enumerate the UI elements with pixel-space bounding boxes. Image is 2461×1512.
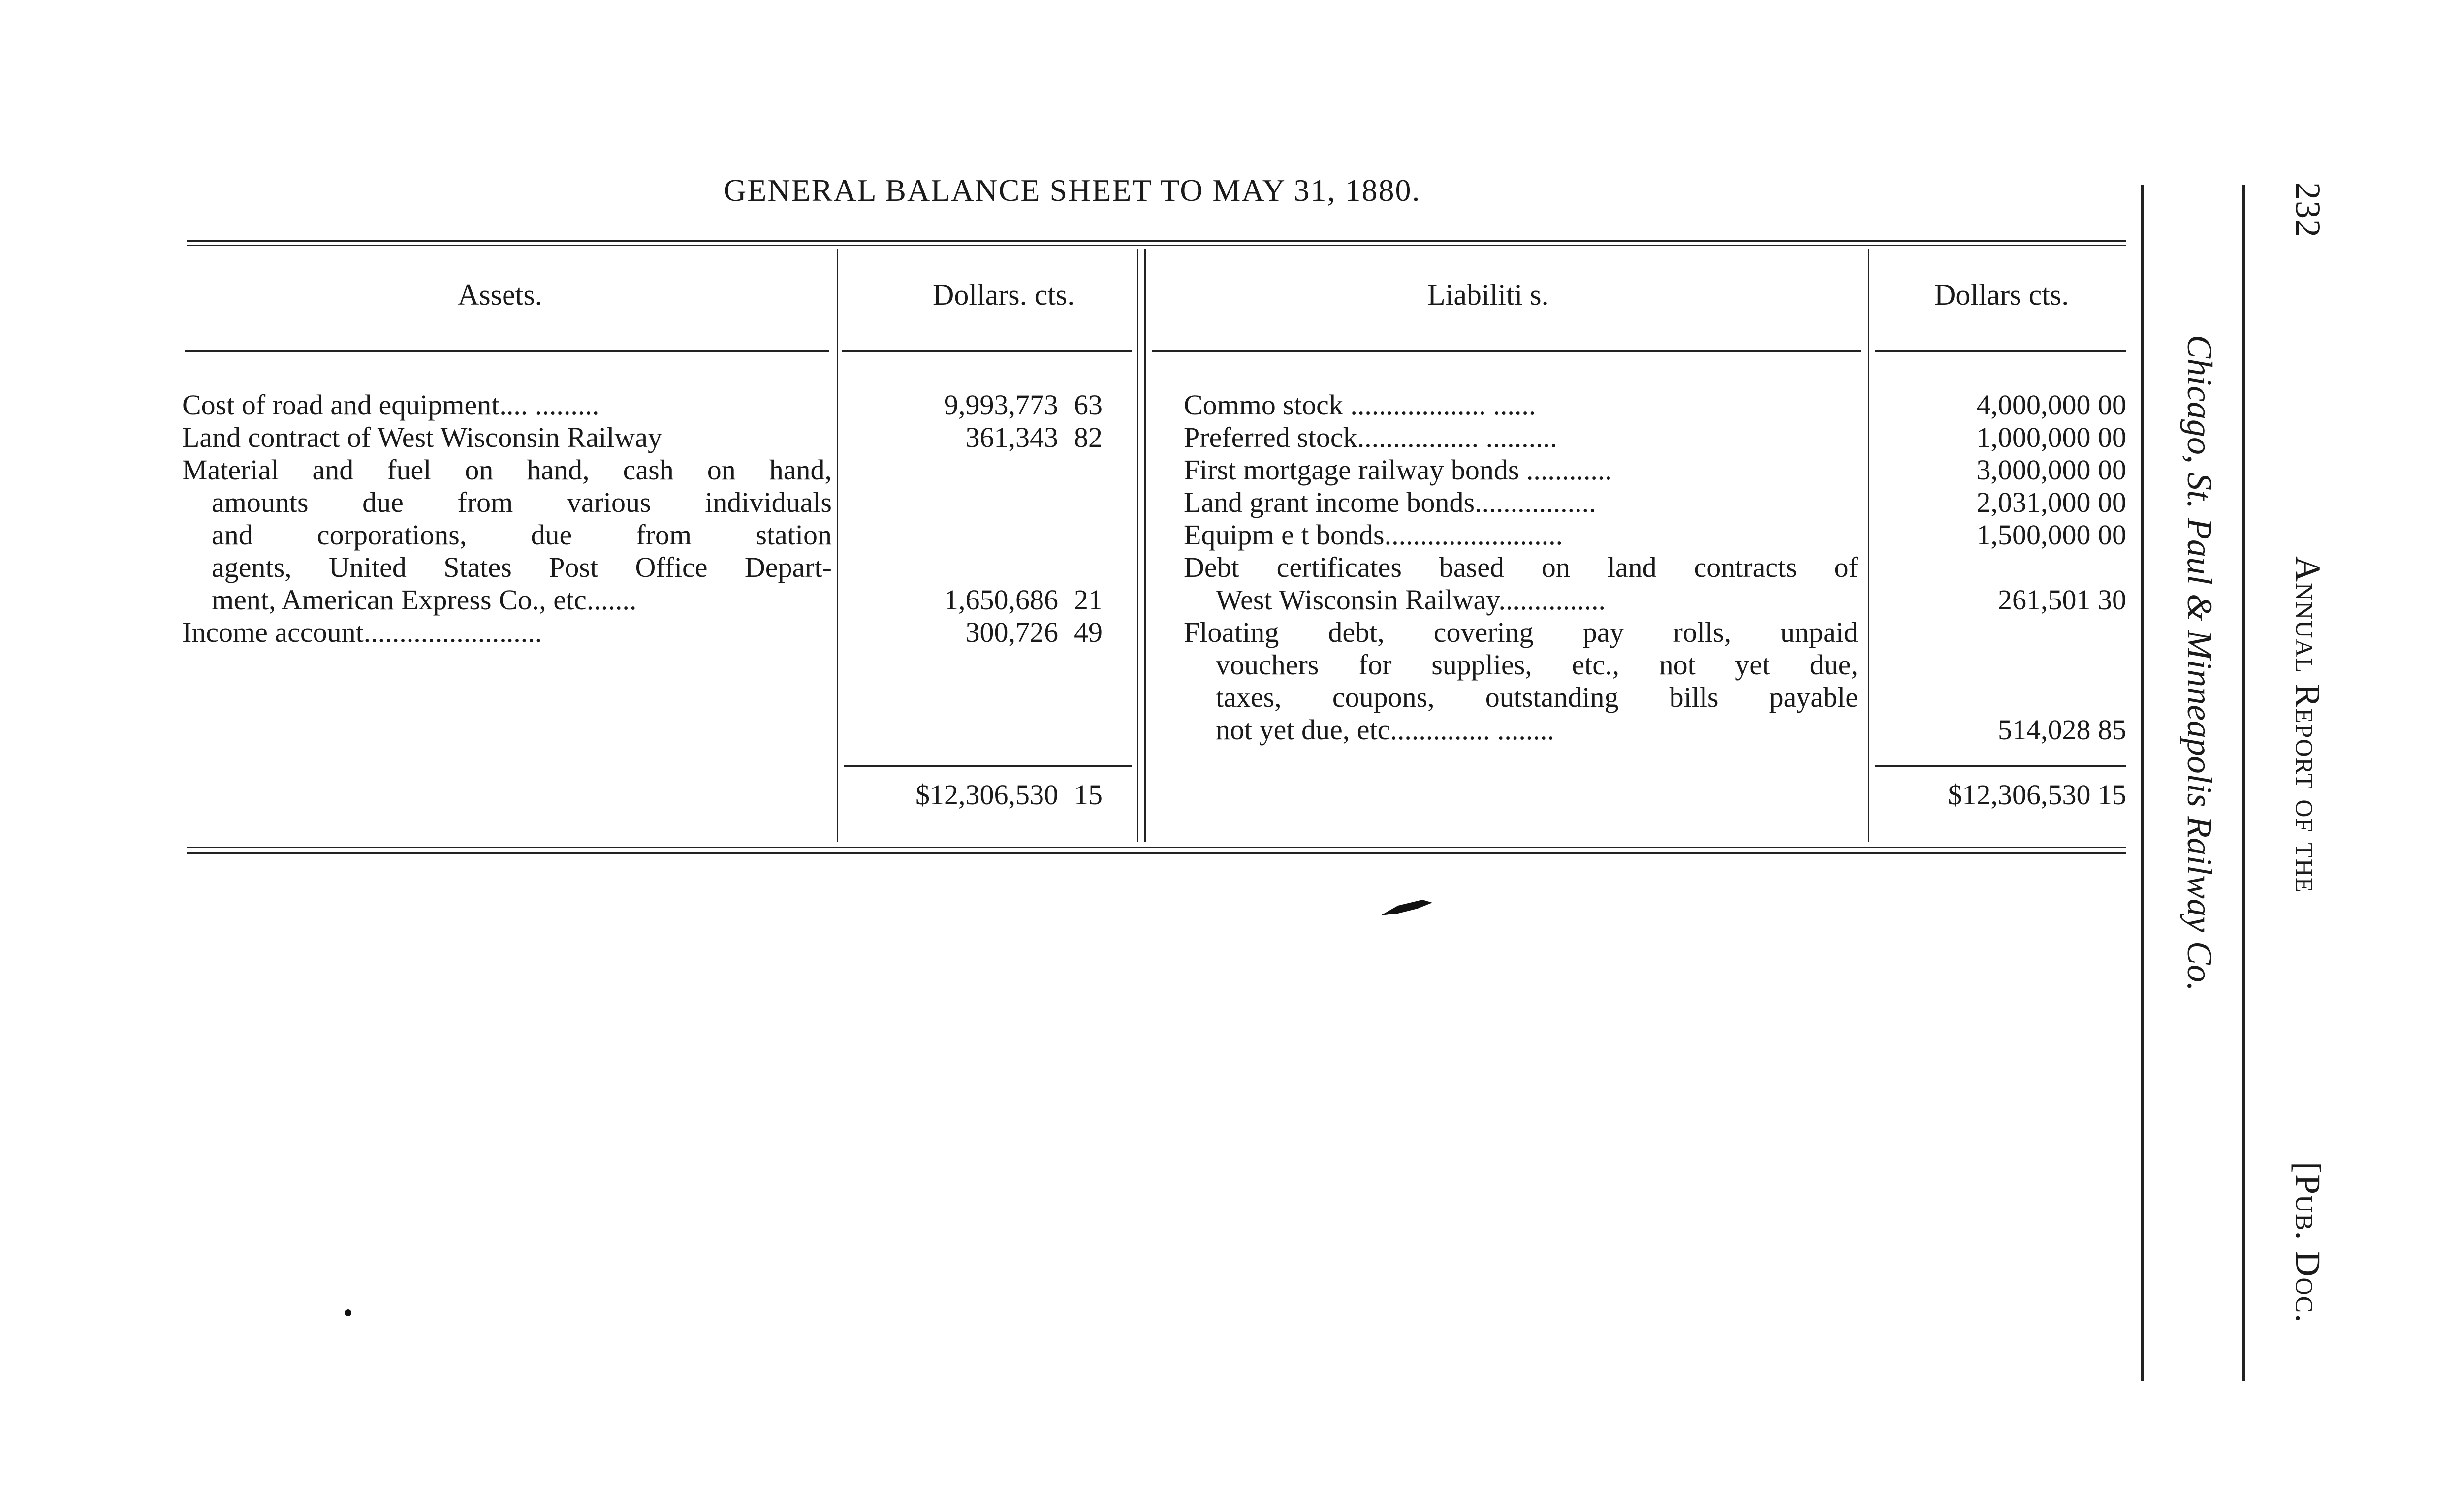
assets-header-rule [185,350,829,352]
bottom-rule-inner [187,847,2126,848]
page-number: 232 [2288,182,2328,238]
ink-speck [345,1309,351,1316]
liability-amount: 1,500,000 00 [1976,519,2126,551]
asset-dollars: 9,993,773 [944,389,1058,421]
sheet-title: GENERAL BALANCE SHEET TO MAY 31, 1880. [724,173,1421,208]
liability-amount: 261,501 30 [1998,584,2126,616]
column-rule-4 [1868,249,1869,842]
asset-label-line: and corporations, due from station [212,519,832,551]
asset-dollars: 300,726 [965,616,1058,648]
liabilities-total: $12,306,530 15 [1948,779,2126,811]
assets-amount-header: Dollars. cts. [933,279,1075,311]
asset-cents: 49 [1074,616,1103,648]
asset-label: Land contract of West Wisconsin Railway [182,421,663,453]
asset-label-line: ment, American Express Co., etc....... [212,584,637,616]
liability-label: Preferred stock................. .......... [1184,421,1557,453]
liability-amount: 3,000,000 00 [1976,454,2126,486]
liability-label-line: not yet due, etc.............. ........ [1216,714,1554,746]
assets-total-rule [844,765,1132,767]
liabilities-amount-header-rule [1875,350,2126,352]
top-rule-inner [187,245,2126,246]
liability-label-line: West Wisconsin Railway............... [1216,584,1606,616]
asset-cents: 63 [1074,389,1103,421]
liability-label-line: Floating debt, covering pay rolls, unpaid [1184,616,1858,648]
running-head: Annual Report of the [2288,556,2328,894]
column-rule-1 [837,249,838,842]
liability-label: Commo stock ................... ...... [1184,389,1536,421]
liability-label-line: Debt certificates based on land contracts of [1184,551,1858,583]
margin-rule-1 [2141,185,2144,1381]
asset-label-line: amounts due from various individuals [212,486,832,518]
liabilities-amount-header: Dollars cts. [1934,279,2069,311]
liabilities-header-rule [1152,350,1861,352]
asset-cents: 21 [1074,584,1103,616]
liability-amount: 514,028 85 [1998,714,2126,746]
margin-rule-2 [2242,185,2245,1381]
liability-amount: 1,000,000 00 [1976,421,2126,453]
asset-label: Cost of road and equipment.... ......... [182,389,599,421]
liability-amount: 2,031,000 00 [1976,486,2126,518]
running-head-right: [Pub. Doc. [2288,1162,2328,1323]
ink-blot [1378,896,1437,925]
liabilities-total-rule [1875,765,2126,767]
column-rule-3 [1144,249,1146,842]
asset-dollars: 1,650,686 [944,584,1058,616]
company-name: Chicago, St. Paul & Minneapolis Railway Co. [2180,335,2219,991]
liability-label: Land grant income bonds................. [1184,486,1596,518]
liability-label-line: taxes, coupons, outstanding bills payable [1216,681,1858,713]
assets-header: Assets. [458,279,542,311]
liability-amount: 4,000,000 00 [1976,389,2126,421]
assets-total-dollars: $12,306,530 [915,779,1058,811]
bottom-rule [187,852,2126,854]
asset-cents: 82 [1074,421,1103,453]
asset-label: Income account......................... [182,616,542,648]
asset-label-line: agents, United States Post Office Depart- [212,551,832,583]
assets-amount-header-rule [842,350,1132,352]
assets-total-cents: 15 [1074,779,1103,811]
liability-label-line: vouchers for supplies, etc., not yet due, [1216,649,1858,681]
asset-dollars: 361,343 [965,421,1058,453]
liabilities-header: Liabiliti s. [1427,279,1549,311]
liability-label: Equipm e t bonds......................... [1184,519,1563,551]
top-rule [187,240,2126,242]
asset-label-line: Material and fuel on hand, cash on hand, [182,454,832,486]
column-rule-2 [1137,249,1138,842]
liability-label: First mortgage railway bonds ............ [1184,454,1612,486]
